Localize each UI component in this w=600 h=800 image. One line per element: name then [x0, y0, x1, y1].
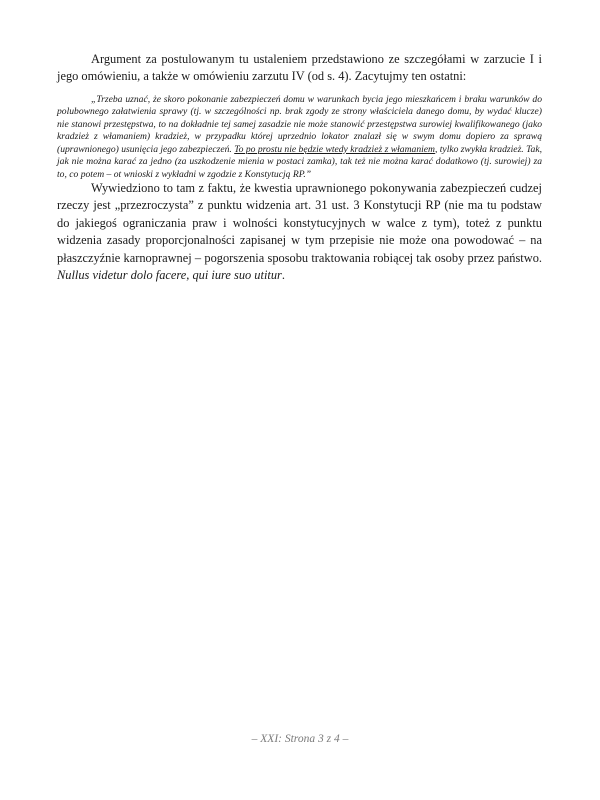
block-quote [57, 94, 542, 181]
quote-text-start: „Trzeba uznać, że skoro pokonanie zabezpieczeń domu w warunkach bycia jego mieszkańcem i braku warunków do polubownego załatwienia sprawy (tj. w szczególności np. brak zgody ze strony właściciela danego domu, by wydać klucze) nie stanowi przestępstwa, to na dokładnie tej samej zasadzie nie może stanowić przestępstwa surowiej kwalifikowanego (jako kradzież z włamaniem) kradzież, w przypadku której uprzednio lokator znalazł się w swym domu dopiero za sprawą (uprawnionego) usunięcia jego zabezpieczeń. [57, 94, 542, 155]
paragraph-argument-end: . [281, 268, 285, 283]
paragraph-argument-text: Wywiedziono to tam z faktu, że kwestia uprawnionego pokonywania zabezpieczeń cudzej rzeczy jest „przezroczysta” z punktu widzenia art. 31 ust. 3 Konstytucji RP (nie ma tu podstaw do jakiegoś ograniczania praw i wolności konstytucyjnych w walce z tym), toteż z punktu widzenia zasady proporcjonalności zapisanej w tym przepisie nie może ona powodować – na płaszczyźnie karnoprawnej – pogorszenia sposobu traktowania robiącej tak osoby przez państwo. [57, 181, 542, 265]
quote-underlined-text: To po prostu nie będzie wtedy kradzież z włamaniem [234, 143, 435, 155]
latin-maxim: Nullus videtur dolo facere, qui iure suo utitur [57, 268, 282, 283]
paragraph-intro-text: Argument za postulowanym tu ustaleniem przedstawiono ze szczegółami w zarzucie I i jego omówieniu, a także w omówieniu zarzutu IV (od s. 4). Zacytujmy ten ostatni: [57, 52, 542, 84]
page-footer: – XXI: Strona 3 z 4 – [251, 733, 349, 745]
paragraph-argument [57, 180, 542, 284]
paragraph-intro [57, 51, 542, 86]
quote-text-end: , tylko zwykła kradzież. Tak, jak nie można karać za jedno (za uszkodzenie mienia w postaci zamka), tak też nie można karać dodatkowo (tj. surowiej) za to, co potem – ot wnioski z wykładni w zgodzie z Konstytucją RP.” [57, 143, 543, 180]
